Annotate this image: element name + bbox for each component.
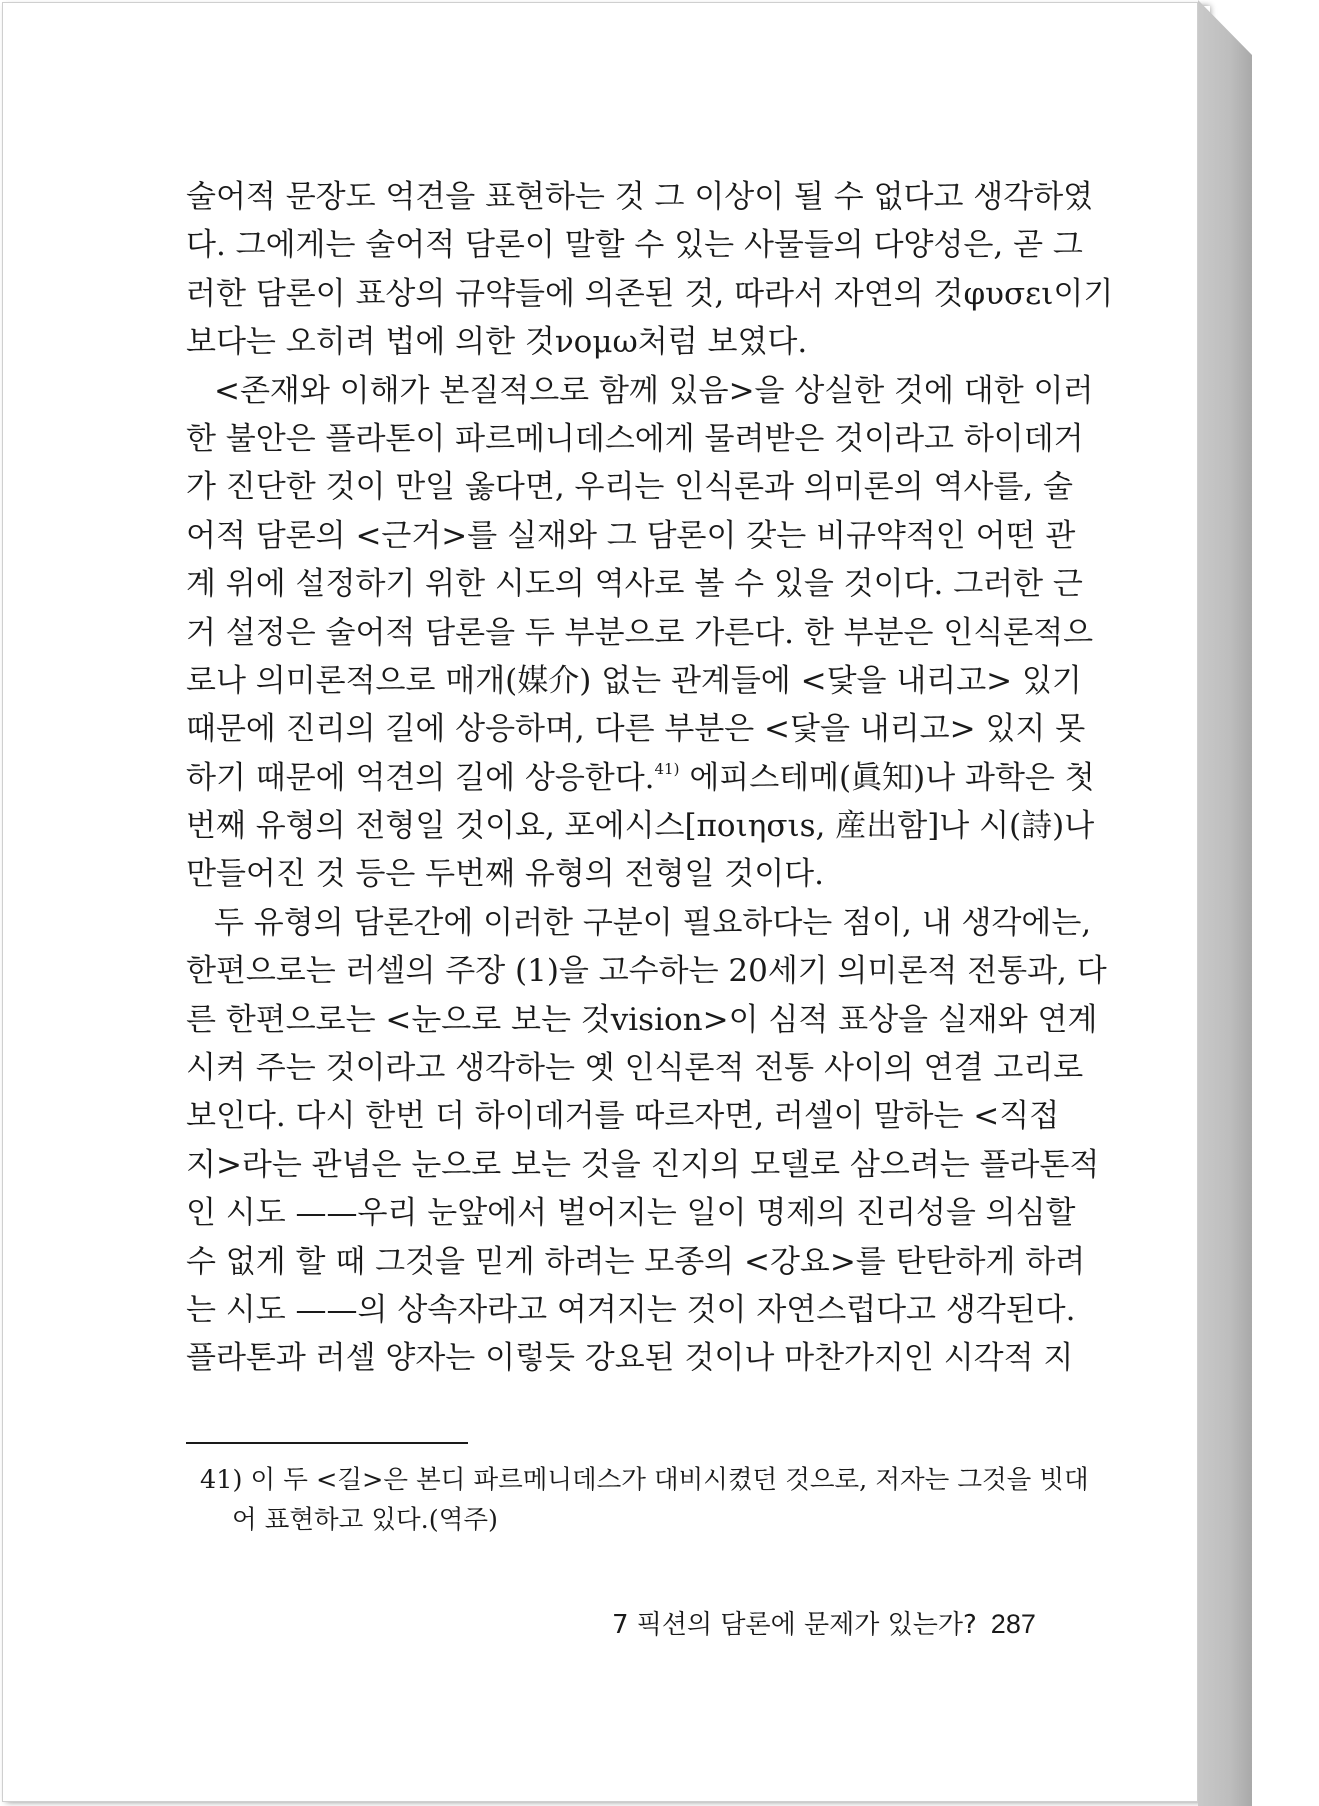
body-line <box>186 705 1086 753</box>
body-line <box>186 1092 1060 1140</box>
body-line-text: 하기 때문에 억견의 길에 상응한다. <box>186 759 655 796</box>
body-line <box>186 318 1032 366</box>
body-line <box>186 1334 1074 1382</box>
footnote-reference[interactable]: 41) <box>654 759 680 778</box>
body-line-text: 때문에 진리의 길에 상응하며, 다른 부분은 <닻을 내리고> 있지 못 <box>186 711 1086 748</box>
body-line-text: 가 진단한 것이 만일 옳다면, 우리는 인식론과 의미론의 역사를, 술 <box>186 469 1073 506</box>
body-line-text: 지>라는 관념은 눈으로 보는 것을 진지의 모델로 삼으려는 플라톤적 <box>186 1146 1100 1183</box>
body-line <box>186 1238 1086 1286</box>
body-line-text: 계 위에 설정하기 위한 시도의 역사로 볼 수 있을 것이다. 그러한 근 <box>186 566 1083 603</box>
body-line-text: 거 설정은 술어적 담론을 두 부분으로 가른다. 한 부분은 인식론적으 <box>186 614 1094 651</box>
book-edge-face <box>1198 0 1252 1806</box>
body-line <box>186 221 1083 269</box>
body-line-text: 수 없게 할 때 그것을 믿게 하려는 모종의 <강요>를 탄탄하게 하려 <box>186 1243 1086 1280</box>
body-line <box>186 415 1084 463</box>
body-line <box>186 947 1107 995</box>
body-line <box>186 560 1083 608</box>
footnote <box>200 1460 1089 1540</box>
body-line <box>186 996 1098 1044</box>
body-line-text: 른 한편으로는 <눈으로 보는 것vision>이 심적 표상을 실재와 연계 <box>186 1001 1098 1038</box>
body-line-text: 시켜 주는 것이라고 생각하는 옛 인식론적 전통 사이의 연결 고리로 <box>186 1050 1084 1087</box>
body-line <box>186 463 1073 511</box>
body-line-text: <존재와 이해가 본질적으로 함께 있음>을 상실한 것에 대한 이러 <box>214 372 1094 409</box>
body-line-text: 보다는 오히려 법에 의한 것νομω처럼 보였다. <box>186 324 808 361</box>
body-line-text: 로나 의미론적으로 매개(媒介) 없는 관계들에 <닻을 내리고> 있기 <box>186 662 1082 699</box>
body-line-text: 만들어진 것 등은 두번째 유형의 전형일 것이다. <box>186 856 824 893</box>
body-line-text: 어적 담론의 <근거>를 실재와 그 담론이 갖는 비규약적인 어떤 관 <box>186 517 1076 554</box>
body-line <box>186 1189 1076 1237</box>
body-line-text: 번째 유형의 전형일 것이요, 포에시스[ποιησιs, 産出함]나 시(詩)나 <box>186 808 1095 845</box>
body-line-text: 보인다. 다시 한번 더 하이데거를 따르자면, 러셀이 말하는 <직접 <box>186 1098 1060 1135</box>
running-footer <box>612 1604 1036 1641</box>
body-line-text: 다. 그에게는 술어적 담론이 말할 수 있는 사물들의 다양성은, 곧 그 <box>186 227 1083 264</box>
body-line <box>186 850 1032 898</box>
body-line <box>186 270 1114 318</box>
book-edge <box>1198 0 1252 1806</box>
body-line-text: 인 시도 ——우리 눈앞에서 벌어지는 일이 명제의 진리성을 의심할 <box>186 1195 1076 1232</box>
body-line-text: 한편으로는 러셀의 주장 (1)을 고수하는 20세기 의미론적 전통과, 다 <box>186 953 1107 990</box>
footnote-line: 어 표현하고 있다.(역주) <box>232 1505 498 1535</box>
body-line <box>186 1141 1100 1189</box>
body-line <box>186 754 1095 802</box>
body-line-text: 한 불안은 플라톤이 파르메니데스에게 물려받은 것이라고 하이데거 <box>186 420 1084 457</box>
body-line-text: 술어적 문장도 억견을 표현하는 것 그 이상이 될 수 없다고 생각하였 <box>186 179 1094 215</box>
body-line <box>186 609 1094 657</box>
body-line <box>186 802 1095 850</box>
body-line-text: 플라톤과 러셀 양자는 이렇듯 강요된 것이나 마찬가지인 시각적 지 <box>186 1340 1074 1377</box>
body-line-text: 는 시도 ——의 상속자라고 여겨지는 것이 자연스럽다고 생각된다. <box>186 1291 1076 1328</box>
body-text <box>186 173 1114 1383</box>
body-line-text: 에피스테메(眞知)나 과학은 첫 <box>679 759 1095 796</box>
body-line-text: 두 유형의 담론간에 이러한 구분이 필요하다는 점이, 내 생각에는, <box>214 904 1092 941</box>
footnote-line: 41) 이 두 <길>은 본디 파르메니데스가 대비시켰던 것으로, 저자는 그것을 빗대 <box>200 1465 1089 1495</box>
body-line <box>186 512 1076 560</box>
body-line-text: 러한 담론이 표상의 규약들에 의존된 것, 따라서 자연의 것φυσει이기 <box>186 275 1114 312</box>
body-line <box>186 173 1094 221</box>
page-number: 287 <box>990 1609 1036 1639</box>
body-line <box>186 657 1082 705</box>
body-line <box>186 899 1092 947</box>
body-line <box>186 1286 1076 1334</box>
running-title: 7 픽션의 담론에 문제가 있는가? <box>612 1610 977 1640</box>
body-line <box>186 1044 1084 1092</box>
footnote-rule <box>186 1442 468 1444</box>
body-line <box>186 367 1094 415</box>
